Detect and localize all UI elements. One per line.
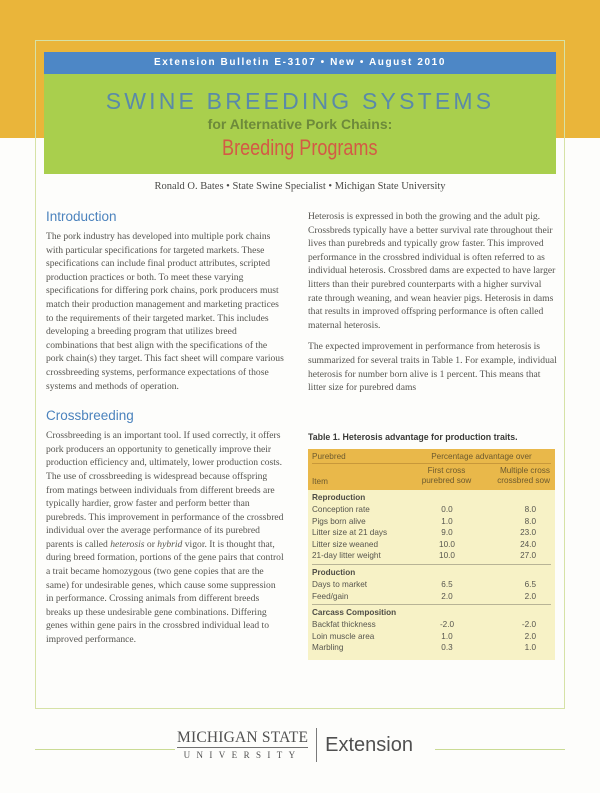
document-title: SWINE BREEDING SYSTEMS (105, 88, 495, 114)
cell-item: Days to market (312, 579, 368, 589)
cell-item: Marbling (312, 643, 344, 653)
header-span: Percentage advantage over (431, 452, 532, 461)
table-row (312, 591, 551, 603)
cell-multiple: -2.0 (521, 620, 536, 630)
table-row (312, 550, 551, 562)
expected-improvement-paragraph: The expected improvement in performance from heterosis is summarized for several traits in Table 1. For example, individual heterosis for number born alive is 1 percent. This means that litter size for purebred dams (308, 341, 557, 394)
heterosis-table (308, 449, 555, 660)
cell-first: 0.3 (441, 643, 453, 653)
cell-first: 10.0 (439, 539, 455, 549)
cell-first: -2.0 (439, 620, 455, 630)
cell-multiple: 2.0 (524, 631, 536, 641)
cell-multiple: 1.0 (524, 643, 536, 653)
table-row (312, 642, 551, 654)
left-column (46, 208, 284, 655)
document-topic: Breeding Programs (222, 135, 378, 160)
cell-multiple: 2.0 (524, 591, 536, 601)
table-header (308, 449, 555, 490)
table-section (312, 607, 551, 656)
cell-item: Backfat thickness (312, 620, 376, 630)
cell-multiple: 27.0 (520, 551, 536, 561)
bulletin-bar: Extension Bulletin E-3107 • New • August 2010 (44, 52, 556, 74)
cell-multiple: 24.0 (520, 539, 536, 549)
footer-rule-right (435, 749, 565, 750)
table-section (312, 492, 551, 565)
cell-item: Feed/gain (312, 591, 349, 601)
cell-multiple: 23.0 (520, 528, 536, 538)
cell-first: 0.0 (441, 505, 453, 514)
document-subtitle: for Alternative Pork Chains: (207, 116, 393, 132)
table-row (312, 631, 551, 643)
cell-first: 10.0 (439, 551, 455, 561)
author-byline: Ronald O. Bates • State Swine Specialist • Michigan State University (154, 181, 446, 192)
header-item: Item (312, 477, 328, 486)
cell-first: 1.0 (441, 516, 453, 526)
cell-first: 2.0 (441, 591, 453, 601)
heterosis-paragraph: Heterosis is expressed in both the growing and the adult pig. Crossbreds typically have a better survival rate throughout their lives than purebreds and typically grow faster. This improved performance in the crossbred individual is often referred to as individual heterosis. Crossbred dams are expected to have larger litters than their purebred counterparts with a higher survival rate through weaning, and wean heavier pigs. Heterosis in dams that results in improved offspring performance is often called maternal heterosis. (308, 211, 556, 331)
cell-item: Pigs born alive (312, 516, 366, 526)
title-panel (44, 74, 556, 174)
header-purebred: Purebred (312, 452, 346, 461)
cell-first: 9.0 (441, 528, 453, 538)
table-section (312, 567, 551, 605)
crossbreeding-paragraph: Crossbreeding is an important tool. If used correctly, it offers pork producers an opportunity to genetically improve their production efficiency and, ultimately, lower production costs. The use of crossbreeding is widespread because offspring from matings between individuals from different breeds are typically hardier, grow faster and perform better than purebreds. This improvement in performance of the crossbred individual over the average performance of its purebred parents is called heterosis or hybrid vigor. It is thought that, during breed formation, portions of the gene pairs that control a trait became homozygous (two gene copies that are the same) for undesirable genes, which cause some suppression in performance. Crossing animals from different breeds breaks up these undesirable gene combinations. Differing genes within gene pairs in the crossbred individual lead to improved performance. (46, 430, 284, 646)
heading-crossbreeding: Crossbreeding (46, 408, 134, 424)
table-row (312, 527, 551, 539)
table-row (312, 619, 551, 631)
header-multiple-cross: Multiple cross crossbred sow (497, 466, 550, 485)
cell-item: Conception rate (312, 505, 370, 514)
footer-rule-left (35, 749, 175, 750)
table-row (312, 504, 551, 516)
section-title: Carcass Composition (312, 608, 397, 618)
intro-paragraph: The pork industry has developed into multiple pork chains with particular specifications for targeted markets. These specifications can include final product attributes, scripted production practices or both. To meet these varying specifications for differing pork chains, pork producers must match their production management and marketing practices to the requirements of their targeted market. This includes developing a breeding program that utilizes breed combinations that best align with the specifications of the pork chain(s) they target. This fact sheet will compare various crossbreeding systems, performance expectations of those systems and methods of operation. (46, 231, 284, 392)
section-title: Reproduction (312, 493, 366, 502)
cell-item: 21-day litter weight (312, 551, 381, 561)
right-column (308, 210, 558, 403)
cell-multiple: 8.0 (524, 516, 536, 526)
table-row (312, 579, 551, 591)
table-caption: Table 1. Heterosis advantage for production traits. (308, 432, 518, 442)
cell-item: Loin muscle area (312, 631, 375, 641)
extension-wordmark: Extension (325, 733, 413, 756)
table-body (308, 490, 555, 660)
cell-multiple: 8.0 (524, 505, 536, 514)
msu-wordmark: MICHIGAN STATE UNIVERSITY (177, 728, 309, 760)
heading-introduction: Introduction (46, 209, 117, 224)
cell-item: Litter size at 21 days (312, 528, 388, 538)
cell-first: 1.0 (441, 631, 453, 641)
msu-extension-logo (177, 723, 427, 767)
logo-divider (316, 728, 317, 762)
cell-multiple: 6.5 (524, 579, 536, 589)
table-row (312, 516, 551, 528)
cell-item: Litter size weaned (312, 539, 378, 549)
cell-first: 6.5 (441, 579, 453, 589)
table-row (312, 539, 551, 551)
section-title: Production (312, 567, 356, 577)
header-first-cross: First cross purebred sow (421, 466, 472, 485)
